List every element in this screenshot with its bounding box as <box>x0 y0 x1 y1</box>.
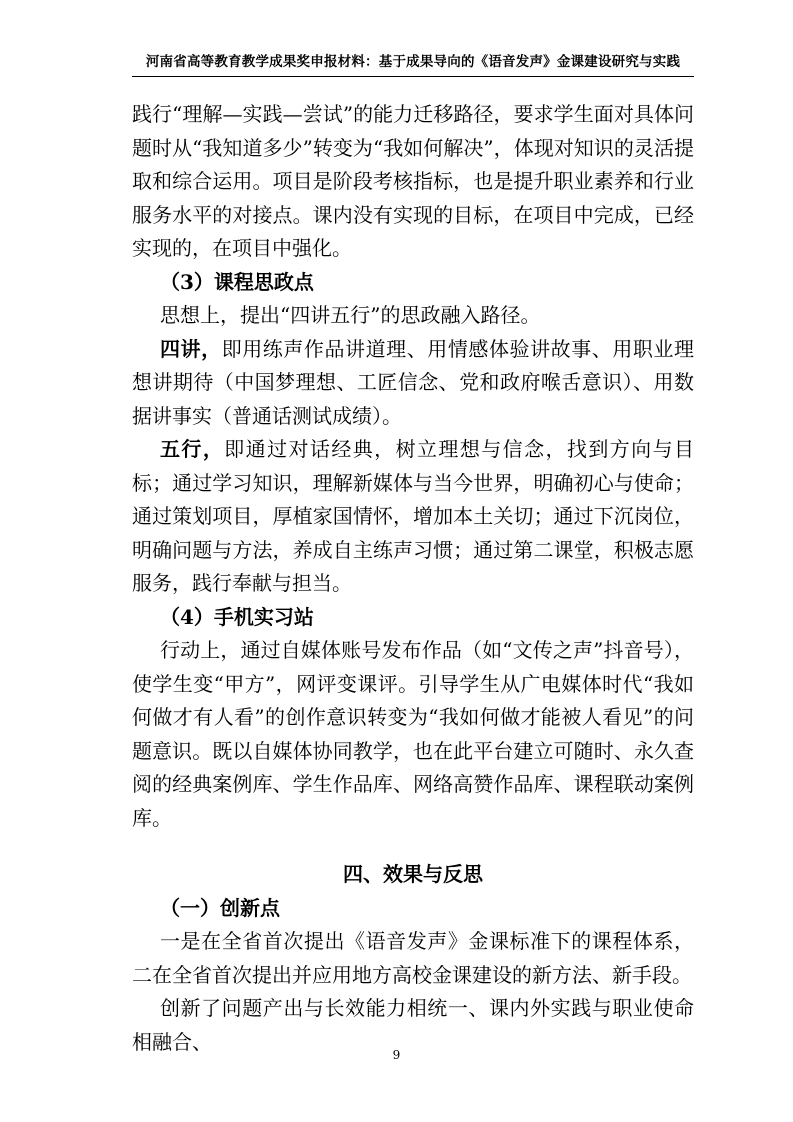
running-header: 河南省高等教育教学成果奖申报材料：基于成果导向的《语音发声》金课建设研究与实践 <box>145 54 681 70</box>
section-spacer <box>132 835 694 858</box>
four-talks-text: 即用练声作品讲道理、用情感体验讲故事、用职业理想讲期待（中国梦理想、工匠信念、党和政府喉舌意识）、用数据讲事实（普通话测试成绩）。 <box>132 336 695 428</box>
paragraph-mobile-internship: 行动上，通过自媒体账号发布作品（如“文传之声”抖音号），使学生变“甲方”，网评变课评。引导学生从广电媒体时代“我如何做才有人看”的创作意识转变为“我如何做才能被人看见”的问题意识。既以自媒体协同教学，也在此平台建立可随时、永久查阅的经典案例库、学生作品库、网络高赞作品库、课程联动案例库。 <box>132 638 694 830</box>
five-actions-text: 即通过对话经典，树立理想与信念，找到方向与目标；通过学习知识，理解新媒体与当今世界，明确初心与使命；通过策划项目，厚植家国情怀，增加本土关切；通过下沉岗位，明确问题与方法，养成自主练声习惯；通过第二课堂，积极志愿服务，践行奉献与担当。 <box>132 437 694 595</box>
page-body <box>132 98 694 1059</box>
subheading-ideological-points: （3）课程思政点 <box>160 269 314 294</box>
page-number: 9 <box>392 1048 401 1062</box>
subheading-innovations: （一）创新点 <box>160 895 280 920</box>
section-heading-effects: 四、效果与反思 <box>343 862 483 886</box>
paragraph-continuation: 践行“理解—实践—尝试”的能力迁移路径，要求学生面对具体问题时从“我知道多少”转变为“我如何解决”，体现对知识的灵活提取和综合运用。项目是阶段考核指标，也是提升职业素养和行业服务水平的对接点。课内没有实现的目标，在项目中完成，已经实现的，在项目中强化。 <box>132 102 694 260</box>
paragraph-innovation-one: 一是在全省首次提出《语音发声》金课标准下的课程体系，二在全省首次提出并应用地方高校金课建设的新方法、新手段。 <box>132 929 694 987</box>
paragraph-ideology-intro: 思想上，提出“四讲五行”的思政融入路径。 <box>160 303 541 327</box>
four-talks-lead: 四讲， <box>160 336 222 361</box>
subheading-mobile-internship: （4）手机实习站 <box>160 604 314 629</box>
paragraph-innovation-two: 创新了问题产出与长效能力相统一、课内外实践与职业使命相融合、 <box>132 996 694 1054</box>
paragraph-four-talks <box>132 333 694 434</box>
five-actions-lead: 五行， <box>160 437 225 461</box>
header-rule <box>132 76 694 77</box>
paragraph-five-actions <box>132 433 694 601</box>
